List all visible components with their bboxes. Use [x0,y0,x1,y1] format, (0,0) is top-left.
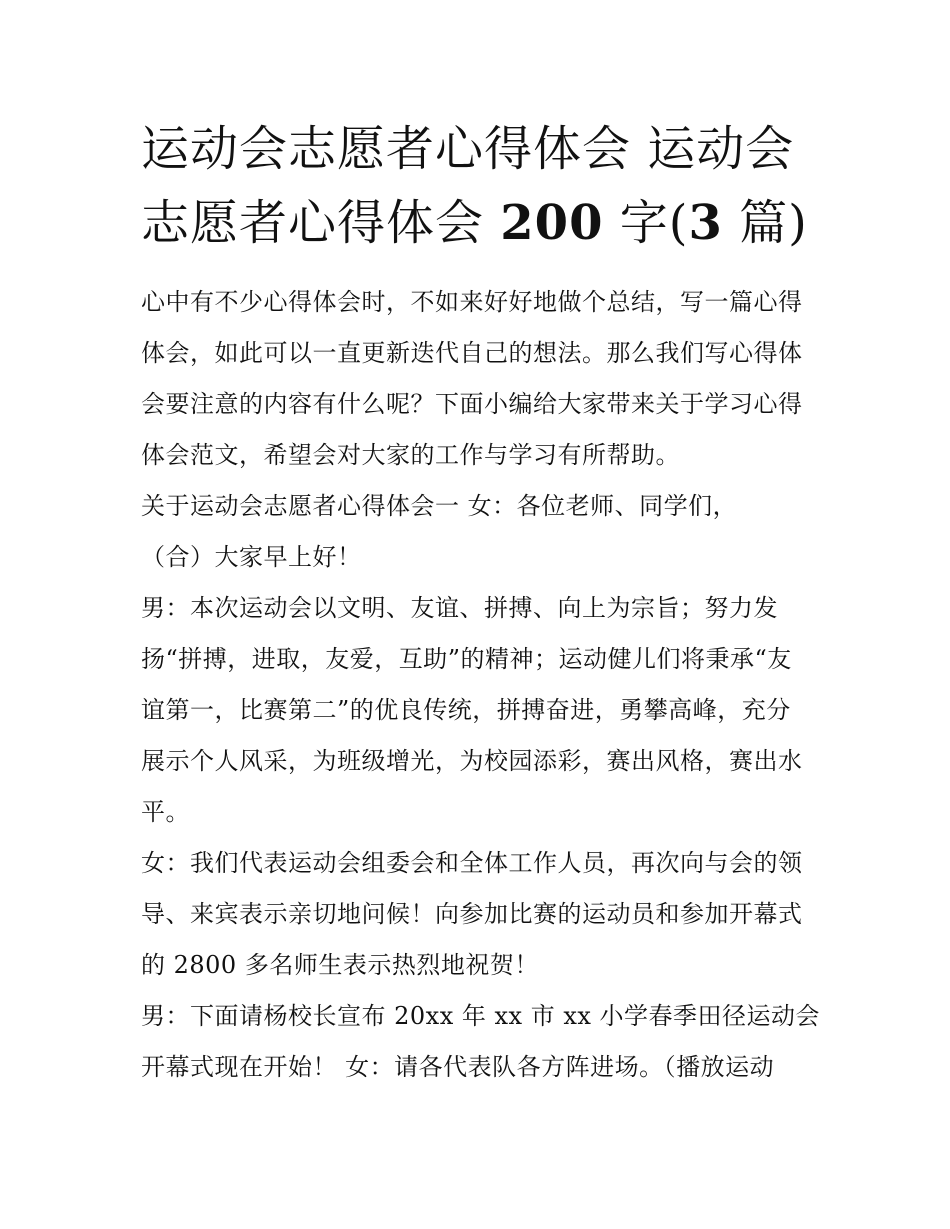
title-line-1: 运动会志愿者心得体会 运动会 [141,121,795,177]
document-title [141,112,821,260]
body-line: 体会范文，希望会对大家的工作与学习有所帮助。 [141,441,680,469]
title-count: 3 [688,195,723,251]
body-line: 男：下面请杨校长宣布 20xx 年 xx 市 xx 小学春季田径运动会 [141,1002,821,1030]
body-line: 体会，如此可以一直更新迭代自己的想法。那么我们写心得体 [141,339,803,367]
document-body [141,277,821,1093]
body-line: 女：我们代表运动会组委会和全体工作人员，再次向与会的领 [141,849,803,877]
body-line: 的 2800 多名师生表示热烈地祝贺！ [141,951,539,979]
title-line-2-mid: 字( [603,195,689,251]
body-line: 扬“拼搏，进取，友爱，互助”的精神；运动健儿们将秉承“友 [141,645,792,673]
body-line: 谊第一，比赛第二”的优良传统，拼搏奋进，勇攀高峰，充分 [141,696,791,724]
body-line: 导、来宾表示亲切地问候！向参加比赛的运动员和参加开幕式 [141,900,803,928]
title-line-2-prefix: 志愿者心得体会 [141,195,501,251]
body-line: （合）大家早上好！ [141,543,362,571]
body-line: 会要注意的内容有什么呢？下面小编给大家带来关于学习心得 [141,390,803,418]
body-line: 心中有不少心得体会时，不如来好好地做个总结，写一篇心得 [141,288,803,316]
body-line: 关于运动会志愿者心得体会一 女：各位老师、同学们， [141,492,738,520]
title-line-2-suffix: 篇) [722,195,808,251]
body-line: 展示个人风采，为班级增光，为校园添彩，赛出风格，赛出水 [141,747,803,775]
body-line: 开幕式现在开始！ 女：请各代表队各方阵进场。（播放运动 [141,1053,775,1081]
title-number: 200 [500,195,604,251]
body-line: 平。 [141,798,190,826]
body-line: 男：本次运动会以文明、友谊、拼搏、向上为宗旨；努力发 [141,594,778,622]
